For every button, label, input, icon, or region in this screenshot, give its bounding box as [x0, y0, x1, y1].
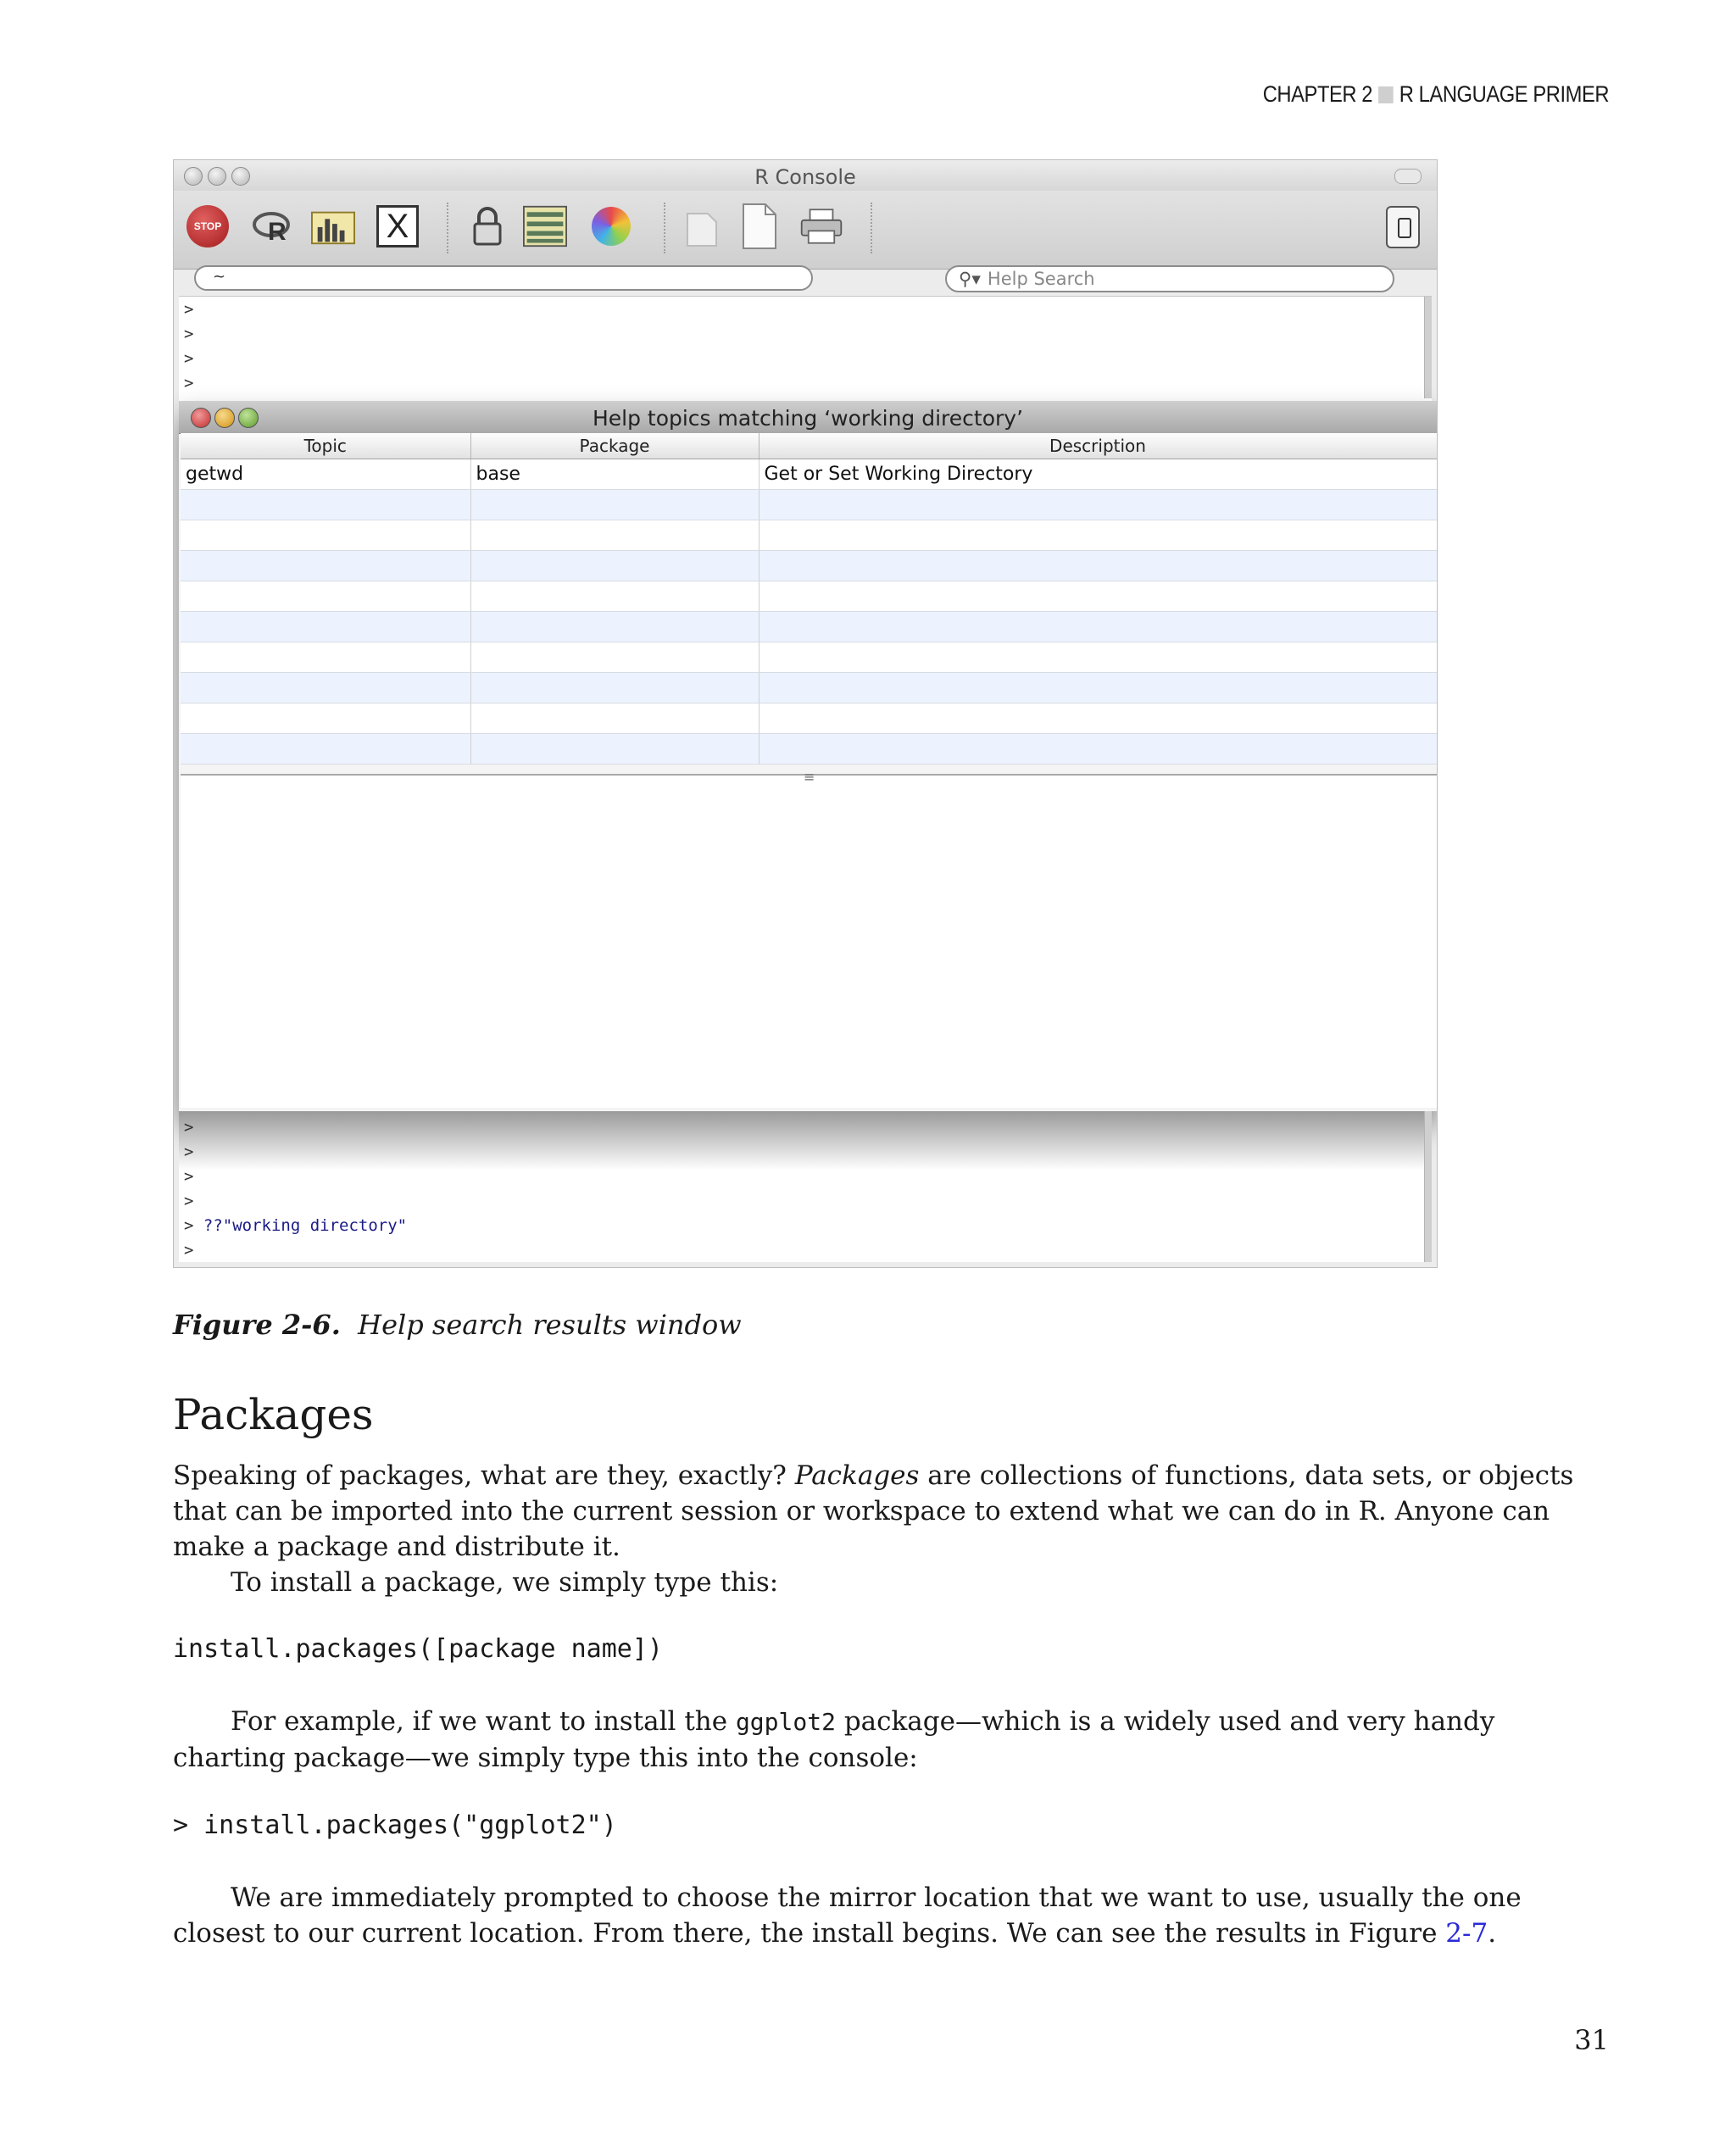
- running-header: [1263, 81, 1609, 108]
- command-prompt: >: [184, 1216, 194, 1235]
- toolbar-separator: [447, 203, 448, 253]
- console-prompt: >: [184, 349, 194, 368]
- page-number: 31: [1574, 2024, 1609, 2056]
- empty-table-row: [181, 703, 1437, 734]
- svg-text:R: R: [268, 218, 287, 245]
- code-block-ggplot2: > install.packages("ggplot2"): [173, 1810, 617, 1840]
- console-command: ??"working directory": [203, 1216, 408, 1235]
- empty-table-row: [181, 551, 1437, 581]
- description-cell: Get or Set Working Directory: [759, 459, 1437, 490]
- section-heading: Packages: [173, 1390, 374, 1439]
- chart-icon[interactable]: [311, 204, 355, 248]
- column-header-description[interactable]: Description: [759, 433, 1437, 459]
- help-search-field[interactable]: [945, 265, 1394, 292]
- empty-table-row: [181, 642, 1437, 673]
- para1-after: are collections of functions, data sets, or objects that can be imported into the current session or workspace to extend what we can do in R. Anyone can make a package and distribute it.: [173, 1460, 1574, 1562]
- empty-table-row: [181, 612, 1437, 642]
- help-results-window: [179, 401, 1437, 1111]
- empty-table-row: [181, 734, 1437, 765]
- column-header-package[interactable]: Package: [470, 433, 759, 459]
- window-titlebar: [174, 160, 1437, 191]
- paragraph-1: [173, 1458, 1614, 1565]
- console-prompt: >: [184, 1118, 194, 1137]
- header-separator-square: [1378, 86, 1394, 103]
- help-window-titlebar: [179, 401, 1437, 434]
- table-row[interactable]: [181, 459, 1437, 490]
- column-header-topic[interactable]: Topic: [181, 433, 470, 459]
- para4-after: .: [1488, 1918, 1497, 1949]
- figure-caption: [173, 1309, 742, 1341]
- color-wheel-icon[interactable]: [589, 204, 633, 248]
- stop-icon[interactable]: [186, 204, 230, 248]
- figure-link[interactable]: 2-7: [1445, 1918, 1488, 1949]
- figure-label: Figure 2-6.: [173, 1309, 341, 1341]
- para4-before: We are immediately prompted to choose the mirror location that we want to use, usually the one closest to our current location. From there, the install begins. We can see the results in Figure: [173, 1882, 1522, 1949]
- para3-after: package—which is a widely used and very handy charting package—we simply type this into the console:: [173, 1706, 1495, 1773]
- topic-cell: getwd: [181, 459, 470, 490]
- chapter-label: CHAPTER 2: [1262, 81, 1372, 107]
- toolbar-separator: [664, 203, 665, 253]
- toolbar-toggle-button[interactable]: [1394, 169, 1422, 184]
- console-command-line: [184, 1216, 407, 1235]
- console-prompt: >: [184, 300, 194, 319]
- console-scrollbar[interactable]: [1424, 297, 1432, 398]
- console-prompt: >: [184, 325, 194, 343]
- package-cell: base: [470, 459, 759, 490]
- r-console-window: [173, 159, 1438, 1268]
- split-handle-icon[interactable]: ≡: [804, 769, 815, 785]
- figure-caption-text: Help search results window: [358, 1309, 742, 1341]
- para1-before: Speaking of packages, what are they, exactly?: [173, 1460, 795, 1491]
- toolbar-separator: [871, 203, 872, 253]
- console-prompt: >: [184, 374, 194, 392]
- r-logo-icon[interactable]: [250, 204, 294, 248]
- empty-table-row: [181, 520, 1437, 551]
- side-drawer-button[interactable]: [1386, 206, 1420, 248]
- console-input-prompt[interactable]: >: [184, 1241, 194, 1260]
- table-header-row: [181, 433, 1437, 459]
- lock-icon[interactable]: [465, 204, 509, 248]
- empty-table-row: [181, 673, 1437, 703]
- console-prompt: >: [184, 1192, 194, 1210]
- help-results-table: [181, 433, 1438, 765]
- console-toolbar: [174, 191, 1437, 270]
- window-shadow: [179, 1111, 1432, 1171]
- window-title: R Console: [754, 165, 856, 189]
- help-search-placeholder: Help Search: [987, 269, 1095, 289]
- color-wheel: [592, 207, 631, 246]
- search-icon: ⚲▾: [959, 269, 981, 289]
- empty-table-row: [181, 581, 1437, 612]
- para1-emphasis: Packages: [794, 1460, 920, 1491]
- print-icon[interactable]: [799, 204, 843, 248]
- console-output-bottom[interactable]: [179, 1111, 1432, 1262]
- paragraph-4: [173, 1880, 1614, 1951]
- x11-icon[interactable]: [376, 204, 420, 248]
- console-prompt: >: [184, 1143, 194, 1161]
- para3-code: ggplot2: [735, 1708, 836, 1736]
- x11-label: X: [376, 205, 419, 247]
- help-detail-pane: [181, 769, 1437, 1108]
- paragraph-2: To install a package, we simply type this:: [231, 1567, 779, 1598]
- para3-before: For example, if we want to install the: [231, 1706, 736, 1737]
- working-directory-field[interactable]: ~: [194, 265, 813, 291]
- paragraph-3: [173, 1704, 1614, 1776]
- new-icon[interactable]: [681, 204, 725, 248]
- code-block-install: install.packages([package name]): [173, 1634, 663, 1664]
- empty-table-row: [181, 490, 1437, 520]
- stop-label: STOP: [186, 205, 229, 247]
- help-window-title: Help topics matching ‘working directory’: [592, 406, 1024, 431]
- chapter-title: R LANGUAGE PRIMER: [1399, 81, 1609, 107]
- list-icon[interactable]: [523, 204, 567, 248]
- document-icon[interactable]: [737, 204, 781, 248]
- console-scrollbar[interactable]: [1424, 1111, 1432, 1262]
- console-prompt: >: [184, 1167, 194, 1186]
